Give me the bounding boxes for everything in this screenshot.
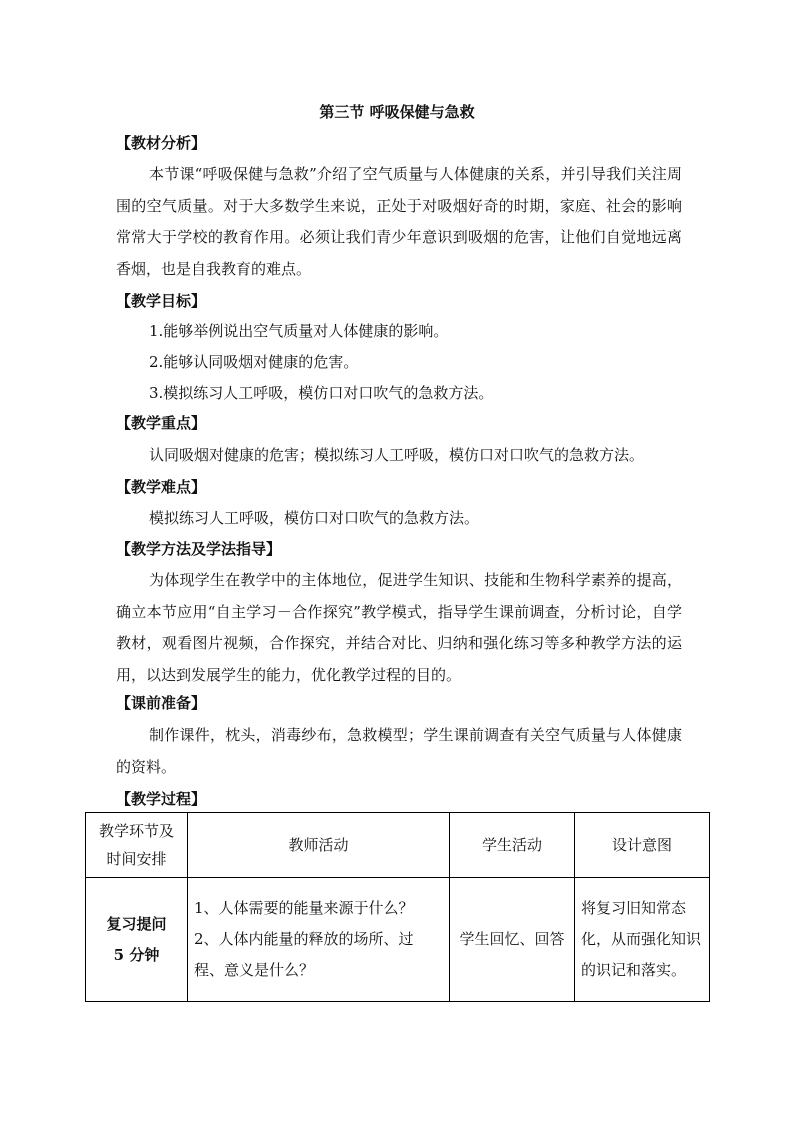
header-stage-time [86,813,188,878]
methods-paragraph: 为体现学生在教学中的主体地位，促进学生知识、技能和生物科学素养的提高，确立本节应用“自主学习－合作探究”教学模式，指导学生课前调查，分析讨论，自学教材，观看图片视频，合作探究，并结合对比、归纳和强化练习等多种教学方法的运用，以达到发展学生的能力，优化教学过程的目的。 [116,571,682,684]
design-intent-cell: 将复习旧知常态化，从而强化知识的识记和落实。 [575,878,710,1002]
page-title: 第三节 呼吸保健与急救 [319,103,475,121]
teacher-question-1: 1、人体需要的能量来源于什么？ [194,899,414,917]
table-header-row [86,813,710,878]
teaching-process-table [85,812,710,1002]
goal-item-2: 2.能够认同吸烟对健康的危害。 [149,353,359,371]
goal-item-3: 3.模拟练习人工呼吸，模仿口对口吹气的急救方法。 [149,384,494,402]
section-heading-process: 【教学过程】 [116,790,207,808]
header-stage-time-line2: 时间安排 [106,850,167,868]
goal-item-1: 1.能够举例说出空气质量对人体健康的影响。 [149,322,449,340]
stage-duration: 5 分钟 [113,945,160,964]
section-heading-preparation: 【课前准备】 [116,694,207,712]
stage-cell [86,878,188,1002]
section-heading-goals: 【教学目标】 [116,292,207,310]
section-heading-difficulties: 【教学难点】 [116,478,207,496]
student-activity-cell: 学生回忆、回答 [450,878,575,1002]
preparation-paragraph: 制作课件，枕头，消毒纱布，急救模型；学生课前调查有关空气质量与人体健康的资料。 [116,726,682,776]
header-design-intent: 设计意图 [575,813,710,878]
table-row [86,878,710,1002]
analysis-paragraph: 本节课“呼吸保健与急救”介绍了空气质量与人体健康的关系，并引导我们关注周围的空气质量。对于大多数学生来说，正处于对吸烟好奇的时期，家庭、社会的影响常常大于学校的教育作用。必须让我们青少年意识到吸烟的危害，让他们自觉地远离香烟，也是自我教育的难点。 [116,165,682,278]
teacher-activity-cell [188,878,450,1002]
header-teacher-activity: 教师活动 [188,813,450,878]
key-points-text: 认同吸烟对健康的危害；模拟练习人工呼吸，模仿口对口吹气的急救方法。 [149,446,645,464]
section-heading-analysis: 【教材分析】 [116,134,207,152]
teacher-question-2: 2、人体内能量的释放的场所、过程、意义是什么？ [194,930,414,979]
section-heading-methods: 【教学方法及学法指导】 [116,540,282,558]
stage-name: 复习提问 [106,914,167,933]
header-stage-time-line1: 教学环节及 [98,822,174,840]
header-student-activity: 学生活动 [450,813,575,878]
difficulties-text: 模拟练习人工呼吸，模仿口对口吹气的急救方法。 [149,509,480,527]
section-heading-key-points: 【教学重点】 [116,414,207,432]
